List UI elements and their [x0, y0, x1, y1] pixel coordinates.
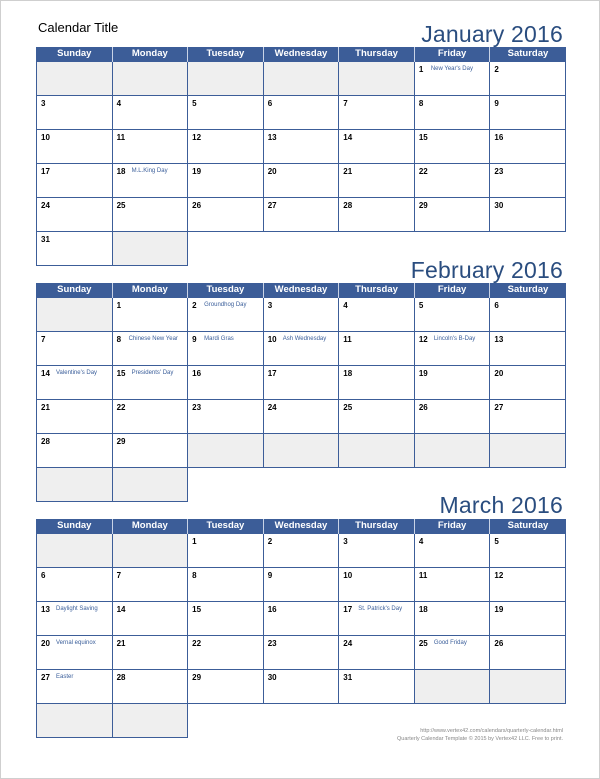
- empty-day-cell: [37, 704, 113, 738]
- day-header-row: [37, 283, 566, 298]
- day-number: 9: [192, 335, 197, 344]
- empty-day-cell: [263, 62, 339, 96]
- empty-day-cell: [188, 434, 264, 468]
- week-row: [37, 636, 566, 670]
- day-cell[interactable]: [339, 568, 415, 602]
- week-row: [37, 366, 566, 400]
- week-row: [37, 568, 566, 602]
- day-cell[interactable]: [339, 602, 415, 636]
- month-calendar-grid: [36, 283, 566, 502]
- day-cell[interactable]: [37, 164, 113, 198]
- day-number: 2: [494, 65, 499, 74]
- day-cell[interactable]: [263, 670, 339, 704]
- day-cell[interactable]: [339, 636, 415, 670]
- week-row: [37, 298, 566, 332]
- day-number: 4: [343, 301, 348, 310]
- day-number: 4: [418, 537, 424, 546]
- empty-day-cell: [37, 468, 113, 502]
- day-cell[interactable]: [112, 400, 188, 434]
- day-number: 21: [116, 639, 126, 648]
- week-row: [37, 164, 566, 198]
- day-cell[interactable]: [414, 130, 490, 164]
- day-cell[interactable]: [263, 400, 339, 434]
- day-cell[interactable]: [263, 198, 339, 232]
- day-cell[interactable]: [37, 568, 113, 602]
- day-cell[interactable]: [37, 434, 113, 468]
- day-number: 15: [116, 369, 126, 378]
- day-number: 22: [192, 639, 202, 648]
- day-header: Sunday: [37, 47, 113, 62]
- day-number: 12: [418, 335, 428, 344]
- day-cell[interactable]: [414, 332, 490, 366]
- empty-day-cell: [112, 468, 188, 502]
- day-cell[interactable]: [414, 534, 490, 568]
- empty-day-cell: [112, 704, 188, 738]
- day-cell[interactable]: [263, 298, 339, 332]
- day-cell[interactable]: [188, 164, 264, 198]
- month-calendar-grid: [36, 47, 566, 266]
- day-cell[interactable]: [188, 568, 264, 602]
- day-cell[interactable]: [263, 636, 339, 670]
- day-cell[interactable]: [490, 636, 566, 670]
- month-calendar-grid: [36, 519, 566, 738]
- day-header: Tuesday: [188, 519, 264, 534]
- day-number: 22: [116, 403, 126, 412]
- holiday-label: St. Patrick's Day: [358, 606, 403, 612]
- day-number: 23: [494, 167, 504, 176]
- day-number: 15: [192, 605, 202, 614]
- day-cell[interactable]: [188, 670, 264, 704]
- day-cell[interactable]: [414, 400, 490, 434]
- empty-day-cell: [37, 62, 113, 96]
- day-cell[interactable]: [490, 534, 566, 568]
- day-cell[interactable]: [188, 534, 264, 568]
- day-number: 14: [343, 133, 353, 142]
- week-row: [37, 96, 566, 130]
- day-cell[interactable]: [414, 164, 490, 198]
- day-number: 14: [41, 369, 50, 378]
- empty-day-cell: [414, 434, 490, 468]
- day-cell[interactable]: [414, 298, 490, 332]
- day-cell[interactable]: [263, 96, 339, 130]
- day-header: Thursday: [339, 519, 415, 534]
- day-cell[interactable]: [188, 332, 264, 366]
- day-number: 21: [41, 403, 50, 412]
- day-header-row: [37, 519, 566, 534]
- day-number: 20: [41, 639, 50, 648]
- day-number: 8: [418, 99, 424, 108]
- week-row: [37, 130, 566, 164]
- week-row: [37, 602, 566, 636]
- holiday-label: Easter: [56, 674, 74, 680]
- day-number: 25: [418, 639, 428, 648]
- day-number: 19: [418, 369, 428, 378]
- day-header: Monday: [112, 47, 188, 62]
- day-cell[interactable]: [263, 332, 339, 366]
- day-cell[interactable]: [490, 400, 566, 434]
- day-cell[interactable]: [112, 332, 188, 366]
- day-number: 2: [267, 537, 273, 546]
- day-number: 6: [41, 571, 46, 580]
- day-header-row: [37, 47, 566, 62]
- day-number: 17: [267, 369, 277, 378]
- calendar-title[interactable]: Calendar Title: [38, 20, 119, 35]
- blank-space: [263, 232, 339, 266]
- holiday-label: Mardi Gras: [204, 336, 234, 342]
- day-number: 30: [494, 201, 504, 210]
- day-header: Wednesday: [263, 283, 339, 298]
- day-cell[interactable]: [490, 62, 566, 96]
- day-number: 28: [343, 201, 353, 210]
- day-header: Saturday: [490, 47, 566, 62]
- holiday-label: Vernal equinox: [56, 640, 96, 646]
- day-number: 18: [116, 167, 126, 176]
- day-number: 9: [267, 571, 273, 580]
- day-cell[interactable]: [339, 400, 415, 434]
- empty-day-cell: [263, 434, 339, 468]
- day-cell[interactable]: [339, 670, 415, 704]
- holiday-label: M.L.King Day: [131, 168, 168, 174]
- holiday-label: Ash Wednesday: [282, 336, 327, 342]
- holiday-label: Good Friday: [433, 640, 467, 646]
- day-cell[interactable]: [414, 636, 490, 670]
- holiday-label: Presidents' Day: [131, 370, 174, 376]
- day-header: Monday: [112, 283, 188, 298]
- day-cell[interactable]: [263, 366, 339, 400]
- holiday-label: Groundhog Day: [204, 302, 247, 308]
- blank-space: [263, 468, 339, 502]
- week-row: [37, 670, 566, 704]
- day-number: 19: [494, 605, 504, 614]
- day-cell[interactable]: [490, 96, 566, 130]
- day-number: 26: [192, 201, 202, 210]
- day-number: 18: [343, 369, 353, 378]
- week-row: [37, 434, 566, 468]
- day-number: 1: [192, 537, 197, 546]
- empty-day-cell: [339, 434, 415, 468]
- day-number: 24: [267, 403, 277, 412]
- day-cell[interactable]: [263, 568, 339, 602]
- day-cell[interactable]: [112, 568, 188, 602]
- day-number: 13: [41, 605, 50, 614]
- day-number: 8: [192, 571, 197, 580]
- day-cell[interactable]: [188, 636, 264, 670]
- day-cell[interactable]: [37, 400, 113, 434]
- day-number: 13: [267, 133, 277, 142]
- day-cell[interactable]: [263, 602, 339, 636]
- day-cell[interactable]: [490, 130, 566, 164]
- day-number: 11: [343, 335, 352, 344]
- week-row: [37, 400, 566, 434]
- day-number: 18: [418, 605, 428, 614]
- day-number: 29: [116, 437, 126, 446]
- day-cell[interactable]: [263, 164, 339, 198]
- day-header: Tuesday: [188, 283, 264, 298]
- day-cell[interactable]: [188, 130, 264, 164]
- day-number: 1: [418, 65, 424, 74]
- day-number: 20: [267, 167, 277, 176]
- day-cell[interactable]: [339, 534, 415, 568]
- day-cell[interactable]: [188, 602, 264, 636]
- day-number: 25: [343, 403, 353, 412]
- day-number: 9: [494, 99, 499, 108]
- day-number: 31: [41, 235, 50, 244]
- month-title: March 2016: [439, 492, 563, 518]
- day-number: 21: [343, 167, 353, 176]
- day-number: 29: [418, 201, 428, 210]
- month-title: February 2016: [410, 257, 563, 283]
- day-cell[interactable]: [339, 96, 415, 130]
- day-cell[interactable]: [339, 130, 415, 164]
- day-header: Tuesday: [188, 47, 264, 62]
- day-number: 5: [192, 99, 197, 108]
- day-number: 5: [494, 537, 499, 546]
- blank-space: [188, 704, 264, 738]
- day-cell[interactable]: [263, 130, 339, 164]
- day-number: 23: [192, 403, 202, 412]
- day-number: 3: [343, 537, 348, 546]
- day-number: 29: [192, 673, 202, 682]
- day-number: 23: [267, 639, 277, 648]
- day-number: 7: [116, 571, 122, 580]
- empty-day-cell: [112, 232, 188, 266]
- footer: [397, 727, 563, 743]
- week-row: [37, 534, 566, 568]
- day-number: 27: [494, 403, 504, 412]
- day-cell[interactable]: [414, 62, 490, 96]
- day-cell[interactable]: [37, 96, 113, 130]
- blank-space: [188, 468, 264, 502]
- day-number: 26: [494, 639, 504, 648]
- empty-day-cell: [37, 534, 113, 568]
- blank-space: [188, 232, 264, 266]
- day-cell[interactable]: [414, 198, 490, 232]
- day-cell[interactable]: [112, 198, 188, 232]
- empty-day-cell: [112, 62, 188, 96]
- day-cell[interactable]: [37, 130, 113, 164]
- day-cell[interactable]: [37, 198, 113, 232]
- day-cell[interactable]: [112, 670, 188, 704]
- day-header: Wednesday: [263, 47, 339, 62]
- day-number: 12: [192, 133, 202, 142]
- day-cell[interactable]: [490, 198, 566, 232]
- day-number: 10: [267, 335, 277, 344]
- day-number: 7: [343, 99, 348, 108]
- day-number: 27: [41, 673, 50, 682]
- day-cell[interactable]: [414, 96, 490, 130]
- day-header: Thursday: [339, 47, 415, 62]
- day-cell[interactable]: [490, 164, 566, 198]
- day-cell[interactable]: [490, 332, 566, 366]
- day-number: 28: [116, 673, 126, 682]
- month-title: January 2016: [421, 21, 563, 47]
- day-cell[interactable]: [188, 400, 264, 434]
- day-number: 30: [267, 673, 277, 682]
- day-number: 20: [494, 369, 504, 378]
- day-number: 3: [41, 99, 46, 108]
- holiday-label: Daylight Saving: [56, 606, 98, 612]
- day-number: 16: [494, 133, 504, 142]
- day-number: 2: [192, 301, 197, 310]
- day-cell[interactable]: [188, 366, 264, 400]
- day-cell[interactable]: [37, 332, 113, 366]
- day-number: 28: [41, 437, 50, 446]
- blank-space: [339, 232, 415, 266]
- day-number: 10: [343, 571, 353, 580]
- blank-space: [263, 704, 339, 738]
- day-header: Friday: [414, 283, 490, 298]
- day-cell[interactable]: [112, 434, 188, 468]
- day-cell[interactable]: [414, 602, 490, 636]
- day-cell[interactable]: [490, 298, 566, 332]
- day-header: Wednesday: [263, 519, 339, 534]
- day-cell[interactable]: [112, 366, 188, 400]
- day-number: 27: [267, 201, 277, 210]
- day-number: 31: [343, 673, 353, 682]
- day-cell[interactable]: [112, 164, 188, 198]
- day-header: Sunday: [37, 519, 113, 534]
- day-number: 11: [116, 133, 126, 142]
- day-number: 13: [494, 335, 504, 344]
- day-header: Saturday: [490, 283, 566, 298]
- day-number: 19: [192, 167, 202, 176]
- empty-day-cell: [490, 670, 566, 704]
- footer-url[interactable]: http://www.vertex42.com/calendars/quarterly-calendar.html: [420, 728, 563, 734]
- day-number: 24: [41, 201, 50, 210]
- day-header: Friday: [414, 47, 490, 62]
- day-cell[interactable]: [112, 96, 188, 130]
- day-number: 10: [41, 133, 50, 142]
- empty-day-cell: [490, 434, 566, 468]
- week-row: [37, 62, 566, 96]
- day-cell[interactable]: [188, 198, 264, 232]
- day-cell[interactable]: [37, 636, 113, 670]
- day-cell[interactable]: [339, 298, 415, 332]
- week-row: [37, 198, 566, 232]
- day-cell[interactable]: [339, 164, 415, 198]
- day-number: 22: [418, 167, 428, 176]
- day-cell[interactable]: [112, 298, 188, 332]
- day-number: 25: [116, 201, 126, 210]
- day-number: 6: [494, 301, 499, 310]
- day-number: 24: [343, 639, 353, 648]
- day-cell[interactable]: [339, 366, 415, 400]
- day-number: 17: [41, 167, 50, 176]
- day-cell[interactable]: [112, 636, 188, 670]
- empty-day-cell: [188, 62, 264, 96]
- day-cell[interactable]: [188, 96, 264, 130]
- day-number: 14: [116, 605, 126, 614]
- day-cell[interactable]: [490, 602, 566, 636]
- day-header: Sunday: [37, 283, 113, 298]
- day-number: 12: [494, 571, 504, 580]
- day-cell[interactable]: [188, 298, 264, 332]
- holiday-label: Valentine's Day: [56, 370, 98, 376]
- week-row: [37, 332, 566, 366]
- day-number: 4: [116, 99, 122, 108]
- day-number: 8: [116, 335, 122, 344]
- day-cell[interactable]: [263, 534, 339, 568]
- day-cell[interactable]: [37, 602, 113, 636]
- day-header: Friday: [414, 519, 490, 534]
- day-cell[interactable]: [339, 332, 415, 366]
- day-number: 1: [116, 301, 122, 310]
- day-cell[interactable]: [37, 366, 113, 400]
- day-number: 6: [267, 99, 273, 108]
- day-header: Thursday: [339, 283, 415, 298]
- holiday-label: Lincoln's B-Day: [433, 336, 476, 342]
- day-cell[interactable]: [414, 366, 490, 400]
- day-number: 16: [192, 369, 202, 378]
- day-number: 3: [267, 301, 273, 310]
- empty-day-cell: [339, 62, 415, 96]
- day-cell[interactable]: [37, 232, 113, 266]
- day-cell[interactable]: [112, 130, 188, 164]
- day-number: 11: [418, 571, 428, 580]
- blank-space: [339, 468, 415, 502]
- empty-day-cell: [37, 298, 113, 332]
- empty-day-cell: [112, 534, 188, 568]
- day-number: 17: [343, 605, 353, 614]
- day-cell[interactable]: [112, 602, 188, 636]
- day-number: 5: [418, 301, 424, 310]
- day-header: Saturday: [490, 519, 566, 534]
- day-header: Monday: [112, 519, 188, 534]
- day-cell[interactable]: [414, 568, 490, 602]
- holiday-label: New Year's Day: [430, 66, 473, 72]
- day-cell[interactable]: [490, 366, 566, 400]
- empty-day-cell: [414, 670, 490, 704]
- day-cell[interactable]: [490, 568, 566, 602]
- footer-copyright: Quarterly Calendar Template © 2015 by Vertex42 LLC. Free to print.: [397, 736, 563, 742]
- day-number: 16: [267, 605, 277, 614]
- day-cell[interactable]: [37, 670, 113, 704]
- day-number: 7: [41, 335, 46, 344]
- day-number: 15: [418, 133, 428, 142]
- holiday-label: Chinese New Year: [128, 336, 178, 342]
- day-number: 26: [418, 403, 428, 412]
- day-cell[interactable]: [339, 198, 415, 232]
